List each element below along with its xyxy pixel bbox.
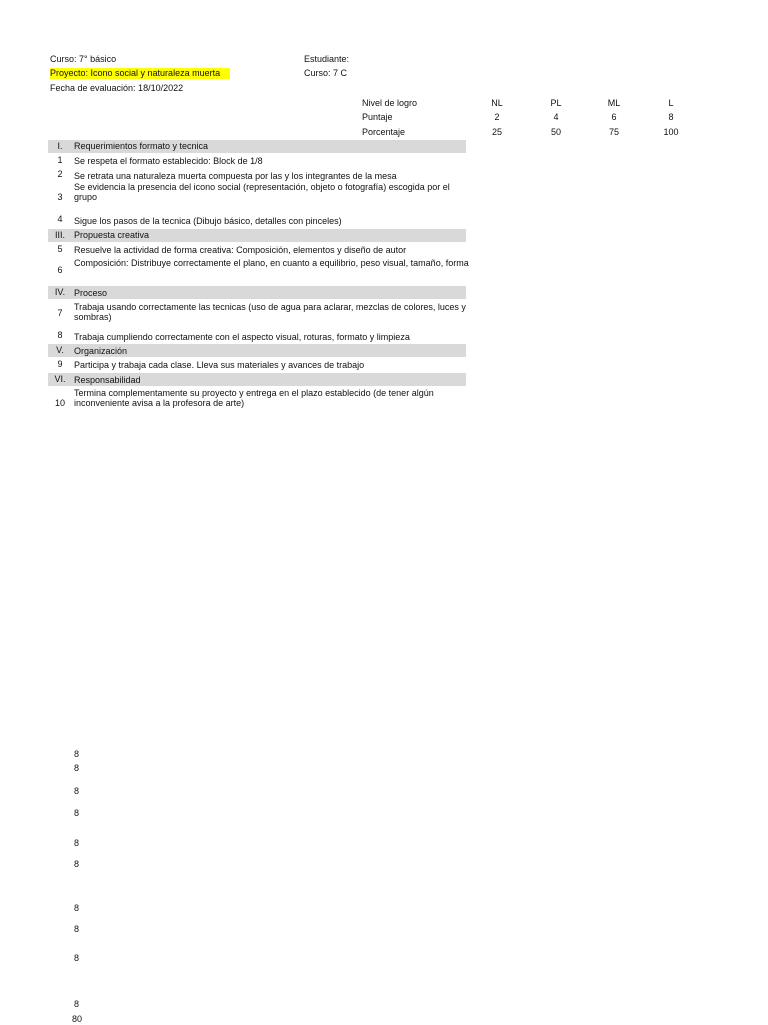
level-name-ml: ML xyxy=(607,98,621,108)
item-number: 9 xyxy=(57,359,63,369)
item-score: 8 xyxy=(74,924,80,934)
item-score: 8 xyxy=(74,808,80,818)
level-name-nl: NL xyxy=(491,98,503,108)
item-text: Termina complementamente su proyecto y entrega en el plazo establecido (de tener algún inconveniente avisa a la profesora de arte) xyxy=(74,388,434,408)
curso-seccion: Curso: 7 C xyxy=(304,68,348,78)
item-text: Se evidencia la presencia del icono social (representación, objeto o fotografía) escogida por el grupo xyxy=(74,182,450,202)
section-row xyxy=(48,286,466,299)
item-score: 8 xyxy=(74,763,80,773)
level-puntaje-pl: 4 xyxy=(553,112,559,122)
item-score: 8 xyxy=(74,999,80,1009)
item-text: Se retrata una naturaleza muerta compuesta por las y los integrantes de la mesa xyxy=(74,171,397,181)
item-text: Sigue los pasos de la tecnica (Dibujo básico, detalles con pinceles) xyxy=(74,216,342,226)
item-number: 3 xyxy=(57,192,63,202)
section-title: Responsabilidad xyxy=(74,375,141,385)
section-number: III. xyxy=(54,230,65,240)
proyecto-label: Proyecto: Icono social y naturaleza muerta xyxy=(50,68,230,79)
level-puntaje-l: 8 xyxy=(668,112,674,122)
level-porcentaje-ml: 75 xyxy=(608,127,619,137)
item-score: 8 xyxy=(74,859,80,869)
level-puntaje-nl: 2 xyxy=(494,112,500,122)
estudiante-label: Estudiante: xyxy=(304,54,350,64)
item-number: 10 xyxy=(54,398,65,408)
item-text: Participa y trabaja cada clase. Lleva sus materiales y avances de trabajo xyxy=(74,360,365,370)
porcentaje-label: Porcentaje xyxy=(362,127,406,137)
level-porcentaje-nl: 25 xyxy=(491,127,502,137)
level-porcentaje-l: 100 xyxy=(663,127,679,137)
item-score: 8 xyxy=(74,786,80,796)
item-number: 7 xyxy=(57,308,63,318)
item-score: 8 xyxy=(74,838,80,848)
item-text: Se respeta el formato establecido: Block de 1/8 xyxy=(74,156,263,166)
section-number: V. xyxy=(56,345,64,355)
level-name-l: L xyxy=(668,98,674,108)
section-title: Requerimientos formato y tecnica xyxy=(74,141,209,151)
item-score: 8 xyxy=(74,749,80,759)
item-number: 5 xyxy=(57,244,63,254)
level-name-pl: PL xyxy=(550,98,562,108)
item-text: Composición: Distribuye correctamente el plano, en cuanto a equilibrio, peso visual, tamaño, forma xyxy=(74,258,469,268)
item-text: Trabaja usando correctamente las tecnicas (uso de agua para aclarar, mezclas de colores, luces y sombras) xyxy=(74,302,466,322)
section-number: VI. xyxy=(54,374,66,384)
section-title: Organización xyxy=(74,346,128,356)
total-score: 80 xyxy=(72,1014,83,1024)
item-number: 8 xyxy=(57,330,63,340)
section-title: Propuesta creativa xyxy=(74,230,150,240)
item-score: 8 xyxy=(74,903,80,913)
item-number: 2 xyxy=(57,169,63,179)
level-puntaje-ml: 6 xyxy=(611,112,617,122)
nivel-logro-label: Nivel de logro xyxy=(362,98,418,108)
item-text: Trabaja cumpliendo correctamente con el aspecto visual, roturas, formato y limpieza xyxy=(74,332,410,342)
level-porcentaje-pl: 50 xyxy=(550,127,561,137)
item-number: 1 xyxy=(57,155,63,165)
section-title: Proceso xyxy=(74,288,108,298)
item-score: 8 xyxy=(74,953,80,963)
item-text: Resuelve la actividad de forma creativa: Composición, elementos y diseño de autor xyxy=(74,245,407,255)
curso-label: Curso: 7° básico xyxy=(50,54,117,64)
puntaje-label: Puntaje xyxy=(362,112,393,122)
item-number: 4 xyxy=(57,214,63,224)
item-number: 6 xyxy=(57,265,63,275)
section-number: IV. xyxy=(54,287,66,297)
fecha-evaluacion: Fecha de evaluación: 18/10/2022 xyxy=(50,83,184,93)
section-number: I. xyxy=(57,141,63,151)
